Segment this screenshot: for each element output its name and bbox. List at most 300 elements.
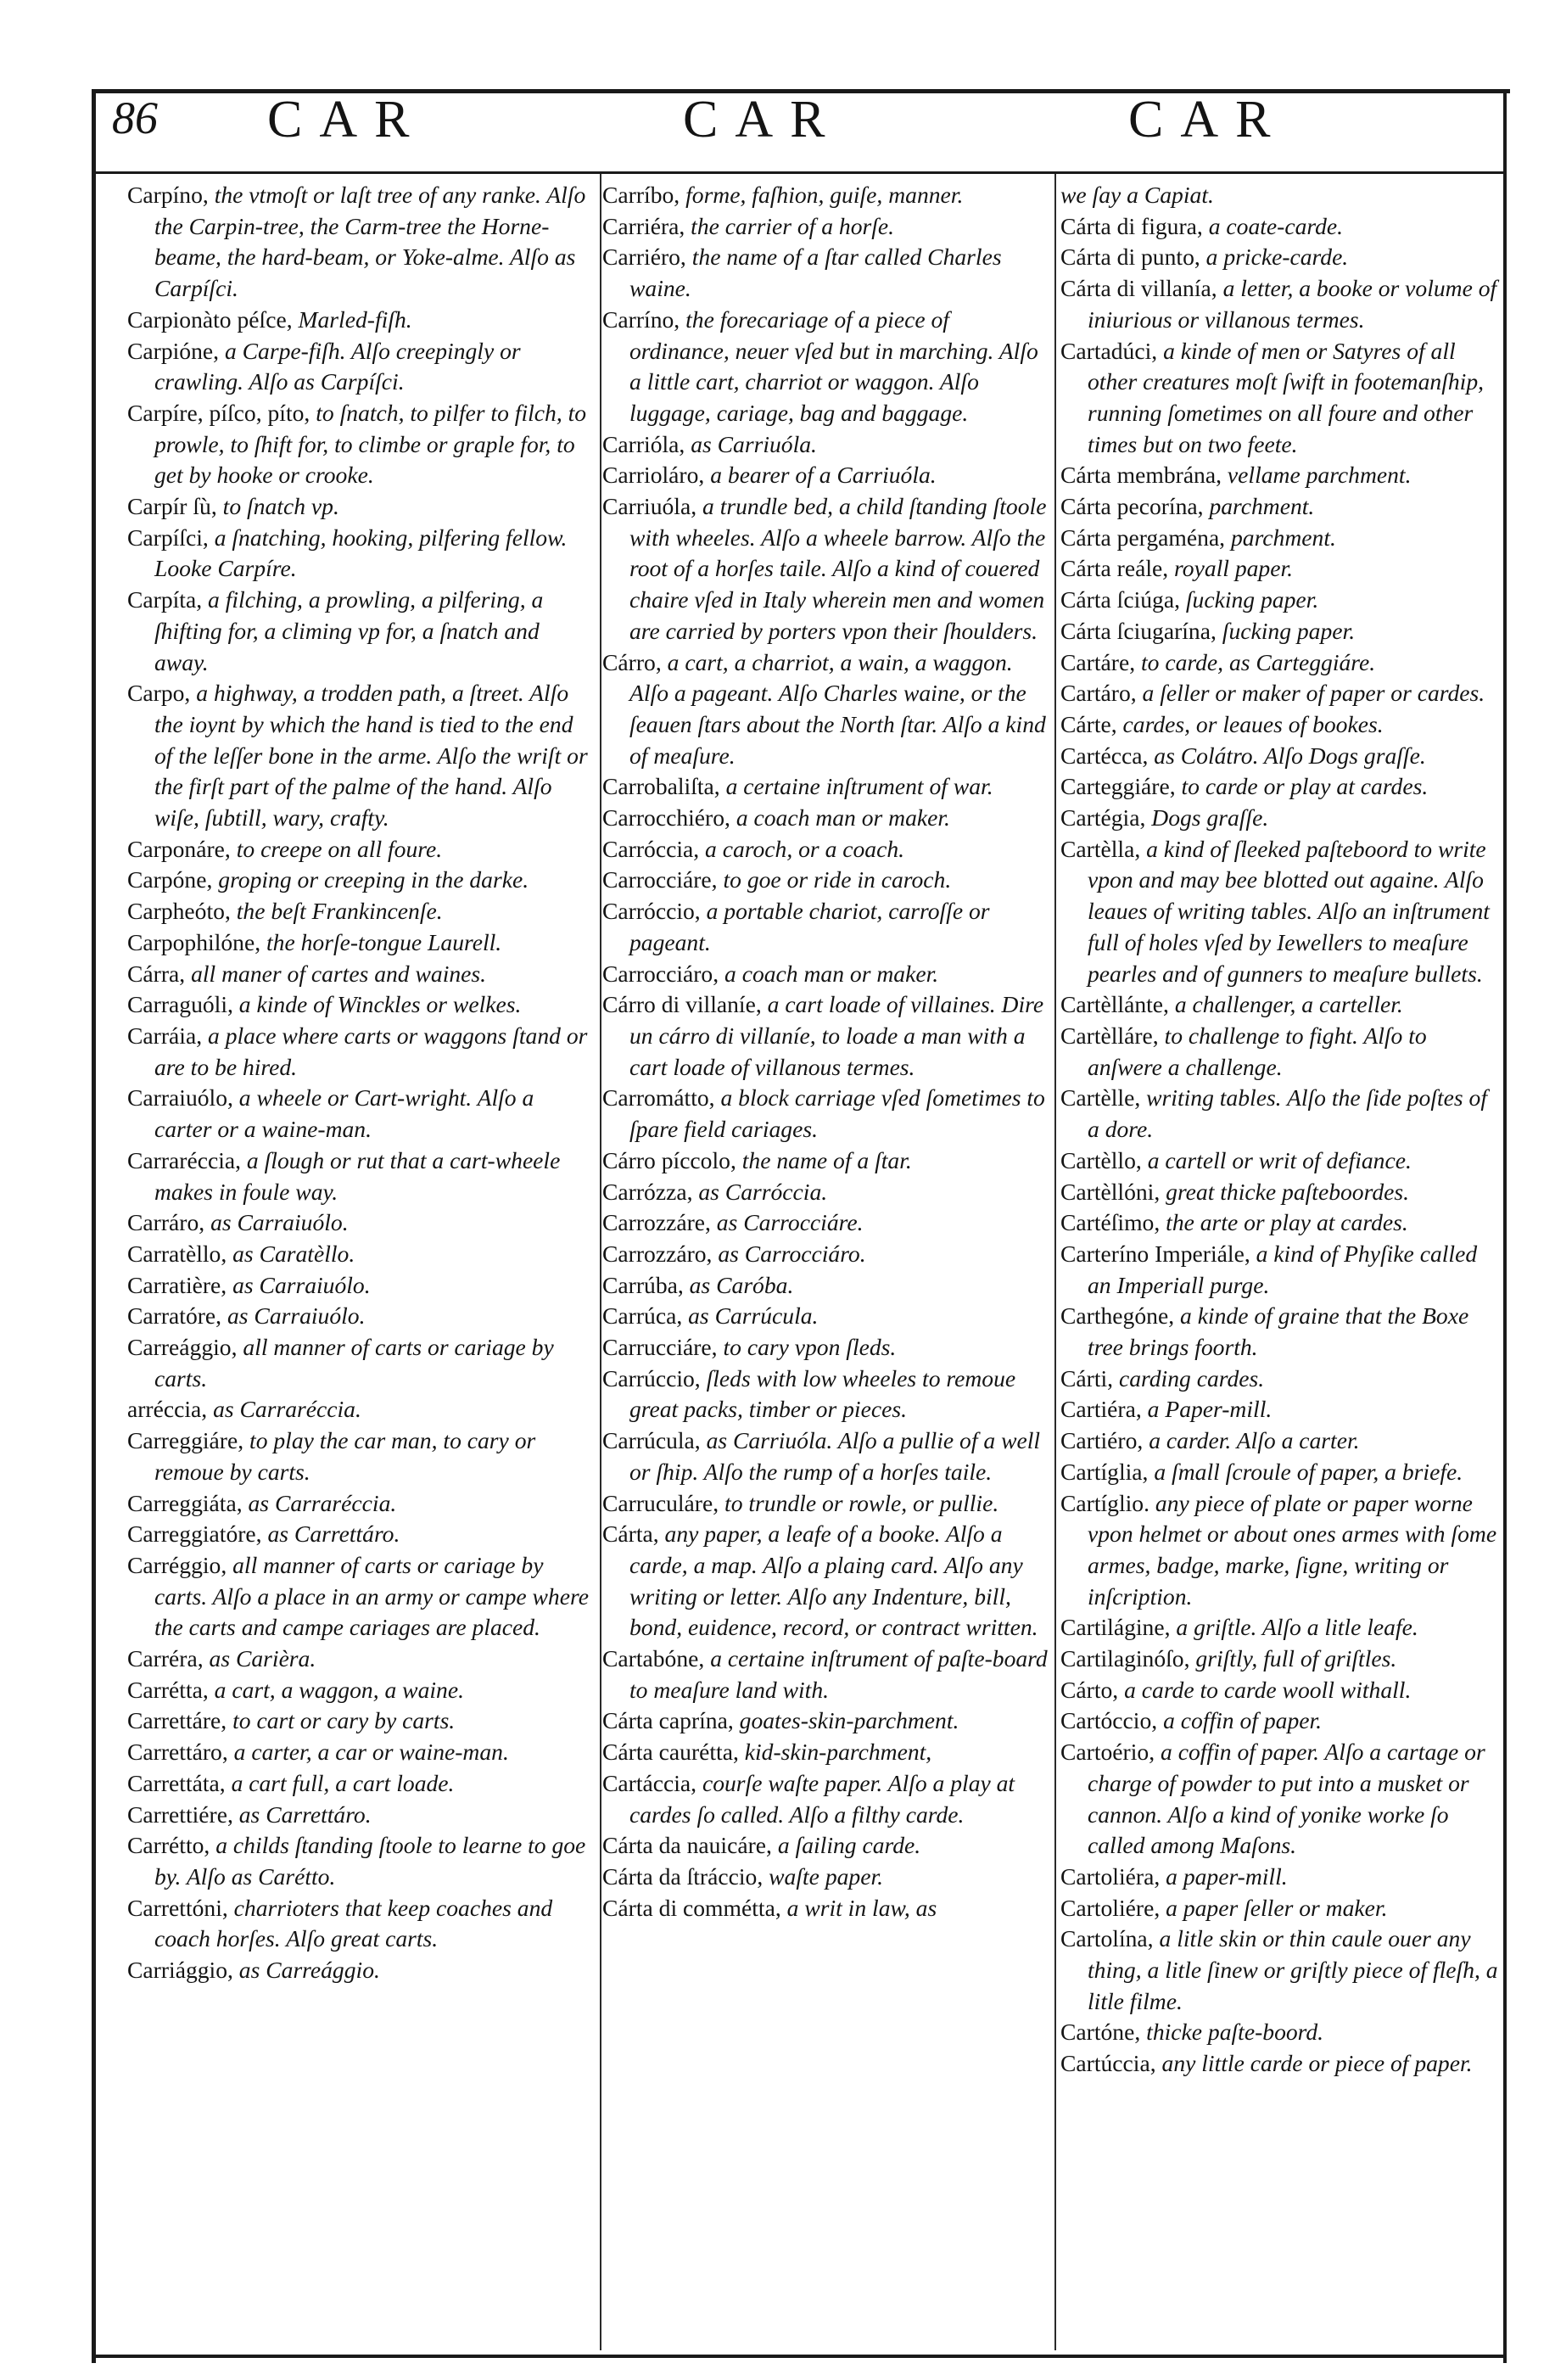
entry-headword: Cárta, <box>602 1520 659 1548</box>
dictionary-entry <box>127 1332 590 1394</box>
running-head: CAR <box>1128 91 1288 148</box>
entry-headword: Cartilágine, <box>1060 1614 1171 1641</box>
entry-definition: griſtly, full of griſtles. <box>1189 1645 1397 1672</box>
entry-headword: Cárta pergaména, <box>1060 524 1226 551</box>
entry-headword: Cartáro, <box>1060 680 1137 707</box>
entry-definition: ſleds with low wheeles to remoue great packs, timber or pieces. <box>629 1364 1016 1423</box>
dictionary-entry <box>1060 1737 1500 1862</box>
entry-definition: as Carraiuólo. <box>204 1209 349 1236</box>
running-head: CAR <box>683 91 842 148</box>
entry-headword: arréccia, <box>127 1396 208 1423</box>
entry-headword: Carróccia, <box>602 835 700 862</box>
entry-headword: Cárti, <box>1060 1364 1114 1392</box>
dictionary-entry <box>1060 834 1500 990</box>
entry-headword: Cárta di figura, <box>1060 212 1203 239</box>
entry-headword: Cartiéro, <box>1060 1427 1144 1454</box>
entry-headword: Carráia, <box>127 1022 203 1049</box>
entry-definition: as Carraiuólo. <box>221 1302 366 1330</box>
dictionary-entry <box>602 1145 1050 1177</box>
entry-headword: Cartoliére, <box>1060 1894 1161 1921</box>
entry-headword: Cartèlla, <box>1060 835 1141 862</box>
entry-headword: Carruculáre, <box>602 1489 719 1516</box>
header-rule <box>92 171 1506 174</box>
entry-definition: great thicke paſteboordes. <box>1160 1178 1409 1205</box>
entry-headword: Carrocchiéro, <box>602 804 730 832</box>
entry-headword: Carpo, <box>127 680 191 707</box>
entry-headword: Cárta membrána, <box>1060 462 1222 489</box>
entry-definition: royall paper. <box>1168 555 1294 582</box>
entry-headword: Carrúcula, <box>602 1427 701 1454</box>
entry-definition: a Carpe-fiſh. Alſo creepingly or crawling. Alſo as Carpíſci. <box>154 337 521 395</box>
entry-definition: charrioters that keep coaches and coach horſes. Alſo great carts. <box>154 1894 553 1952</box>
entry-definition: as Carrettáro. <box>261 1520 400 1548</box>
dictionary-entry <box>1060 523 1500 554</box>
entry-definition: courſe waſte paper. Alſo a play at cardes ſo called. Alſo a filthy carde. <box>629 1769 1015 1828</box>
dictionary-entry <box>1060 1364 1500 1395</box>
dictionary-entry <box>602 305 1050 429</box>
dictionary-entry <box>127 1488 590 1520</box>
entry-headword: Carrozzáro, <box>602 1240 713 1267</box>
page-frame-left <box>92 89 96 2363</box>
entry-headword: Cárro, <box>602 648 662 675</box>
entry-definition: as Carrocciáro. <box>712 1240 866 1267</box>
dictionary-entry <box>1060 1239 1500 1301</box>
dictionary-entry <box>602 896 1050 958</box>
entry-definition: the carrier of a horſe. <box>685 212 895 239</box>
entry-headword: Carréggio, <box>127 1551 227 1578</box>
entry-headword: Cartabóne, <box>602 1645 705 1672</box>
dictionary-entry <box>127 1550 590 1644</box>
entry-headword: Carróccio, <box>602 898 701 925</box>
entry-definition: ſucking paper. <box>1179 586 1319 613</box>
dictionary-entry <box>1060 1644 1500 1675</box>
entry-headword: Carpír ſù, <box>127 493 217 520</box>
dictionary-entry <box>127 1207 590 1239</box>
entry-definition: a block carriage vſed ſometimes to ſpare field cariages. <box>629 1084 1045 1143</box>
entry-definition: a paper ſeller or maker. <box>1160 1894 1388 1921</box>
dictionary-entry <box>1060 553 1500 585</box>
entry-headword: Cartèllánte, <box>1060 991 1169 1018</box>
entry-definition: to creepe on all foure. <box>230 835 443 862</box>
dictionary-entry <box>127 1705 590 1737</box>
dictionary-entry <box>602 242 1050 304</box>
entry-definition: forme, faſhion, guiſe, manner. <box>680 182 964 208</box>
dictionary-entry <box>127 834 590 865</box>
dictionary-entry <box>127 1893 590 1955</box>
dictionary-entry <box>1060 242 1500 273</box>
entry-definition: to goe or ride in caroch. <box>717 866 952 893</box>
dictionary-entry <box>1060 491 1500 523</box>
dictionary-entry <box>1060 1612 1500 1644</box>
entry-definition: a paper-mill. <box>1160 1862 1288 1890</box>
entry-definition: any piece of plate or paper worne vpon helmet or about ones armes with ſome armes, badge, marke, ſigne, writing or inſcription. <box>1088 1489 1497 1610</box>
entry-definition: the vtmoſt or laſt tree of any ranke. Alſo the Carpin-tree, the Carm-tree the Horne-beame, the hard-beam, or Yoke-alme. Alſo as Carpíſci. <box>154 182 586 302</box>
entry-definition: as Carrúcula. <box>682 1302 819 1330</box>
dictionary-entry <box>1060 585 1500 616</box>
entry-definition: a cart loade of villaines. Dire un cárro di villaníe, to loade a man with a cart loade of villanous termes. <box>629 991 1044 1080</box>
entry-definition: kid-skin-parchment, <box>738 1739 932 1766</box>
dictionary-entry <box>1060 1394 1500 1425</box>
entry-headword: Carratóre, <box>127 1302 222 1330</box>
entry-definition: the horſe-tongue Laurell. <box>260 928 502 955</box>
dictionary-entry <box>1060 211 1500 243</box>
page-frame-bottom <box>92 2355 1506 2358</box>
entry-headword: Carrettáro, <box>127 1739 228 1766</box>
column-divider <box>1054 174 1056 2350</box>
entry-definition: a trundle bed, a child ſtanding ſtoole with wheeles. Alſo a wheele barrow. Alſo the root of a horſes taile. Alſo a kind of couered chaire vſed in Italy wherein men and women are carried by porters vpon their ſhoulders. <box>629 493 1047 644</box>
entry-headword: Carpionàto péſce, <box>127 305 293 333</box>
entry-definition: a ſeller or maker of paper or cardes. <box>1136 680 1485 707</box>
entry-definition: a ſmall ſcroule of paper, a briefe. <box>1148 1458 1463 1485</box>
dictionary-entry <box>1060 741 1500 772</box>
entry-headword: Carrioláro, <box>602 462 705 489</box>
dictionary-entry <box>1060 1893 1500 1924</box>
dictionary-entry <box>602 1332 1050 1364</box>
entry-headword: Cárta da ſtráccio, <box>602 1862 764 1890</box>
page-number: 86 <box>112 92 158 143</box>
dictionary-column-2 <box>602 180 1050 2352</box>
dictionary-entry <box>127 1425 590 1487</box>
entry-definition: a cart, a charriot, a wain, a waggon. Alſo a pageant. Alſo Charles waine, or the ſeauen ſtars about the North ſtar. Alſo a kind of meaſure. <box>629 648 1046 769</box>
dictionary-entry <box>1060 2017 1500 2048</box>
entry-definition: the forecariage of a piece of ordinance, neuer vſed but in marching. Alſo a little cart, charriot or waggon. Alſo luggage, cariage, bag and baggage. <box>629 305 1038 426</box>
dictionary-entry <box>602 989 1050 1083</box>
dictionary-entry <box>127 865 590 896</box>
entry-definition: a kind of Phyſike called an Imperiall purge. <box>1088 1240 1478 1298</box>
entry-definition: a cartell or writ of defiance. <box>1141 1146 1412 1173</box>
entry-definition: we ſay a Capiat. <box>1060 182 1214 208</box>
entry-headword: Cárta caprína, <box>602 1707 734 1734</box>
entry-definition: groping or creeping in the darke. <box>212 866 529 893</box>
entry-headword: Carrettáta, <box>127 1769 226 1796</box>
dictionary-entry <box>602 1270 1050 1302</box>
entry-headword: Carrettáre, <box>127 1707 227 1734</box>
dictionary-entry <box>602 771 1050 803</box>
dictionary-entry <box>602 647 1050 772</box>
dictionary-entry <box>127 491 590 523</box>
dictionary-entry <box>602 1893 1050 1924</box>
dictionary-entry <box>602 834 1050 865</box>
dictionary-entry <box>602 180 1050 211</box>
entry-headword: Cárto, <box>1060 1676 1119 1703</box>
entry-definition: to trundle or rowle, or pullie. <box>719 1489 999 1516</box>
entry-definition: cardes, or leaues of bookes. <box>1116 710 1384 737</box>
dictionary-column-3 <box>1060 180 1500 2352</box>
dictionary-entry <box>1060 1675 1500 1706</box>
entry-definition: a coffin of paper. <box>1157 1707 1323 1734</box>
entry-definition: as Carrettáro. <box>232 1800 372 1828</box>
entry-definition: a kinde of men or Satyres of all other creatures moſt ſwift in footemanſhip, running ſometimes on all foure and other times but on two feete. <box>1088 337 1485 457</box>
entry-headword: Cartáccia, <box>602 1769 697 1796</box>
entry-headword: Carriággio, <box>127 1957 233 1984</box>
entry-headword: Cartéſimo, <box>1060 1209 1161 1236</box>
dictionary-entry <box>127 927 590 959</box>
entry-definition: as Carièra. <box>203 1645 316 1672</box>
entry-headword: Cartáre, <box>1060 648 1136 675</box>
dictionary-entry <box>602 1425 1050 1487</box>
entry-definition: a highway, a trodden path, a ſtreet. Alſo the ioynt by which the hand is tied to the end of the leſſer bone in the arme. Alſo the wriſt or the firſt part of the palme of the hand. Alſo wiſe, ſubtill, wary, crafty. <box>154 680 588 832</box>
entry-definition: a kind of ſleeked paſteboord to write vpon and may bee blotted out againe. Alſo leaues of writing tables. Alſo an inſtrument full of holes vſed by Iewellers to meaſure pearles and of gunners to meaſure bullets. <box>1088 835 1490 987</box>
entry-headword: Cartúccia, <box>1060 2050 1156 2077</box>
entry-headword: Carreággio, <box>127 1334 238 1361</box>
entry-headword: Carteríno Imperiále, <box>1060 1240 1250 1267</box>
entry-headword: Cartóne, <box>1060 2019 1141 2046</box>
dictionary-entry <box>127 1737 590 1768</box>
entry-headword: Carrúba, <box>602 1271 684 1298</box>
entry-headword: Cartoliéra, <box>1060 1862 1161 1890</box>
dictionary-entry <box>127 336 590 398</box>
entry-definition: as Carreággio. <box>232 1957 380 1984</box>
entry-definition: a litle skin or thin caule ouer any thing, a litle ſinew or griſtly piece of fleſh, a litle filme. <box>1088 1925 1498 2014</box>
dictionary-entry <box>127 1675 590 1706</box>
entry-definition: as Carrocciáre. <box>710 1209 864 1236</box>
dictionary-entry <box>127 1644 590 1675</box>
entry-definition: to cary vpon ſleds. <box>717 1334 897 1361</box>
entry-definition: a certaine inſtrument of paſte-board to meaſure land with. <box>629 1645 1048 1703</box>
entry-headword: Cárta caurétta, <box>602 1739 739 1766</box>
entry-definition: carding cardes. <box>1113 1364 1265 1392</box>
entry-headword: Cartadúci, <box>1060 337 1158 364</box>
dictionary-entry <box>127 1800 590 1831</box>
entry-headword: Cárta ſciugarína, <box>1060 617 1217 644</box>
dictionary-entry <box>127 678 590 834</box>
entry-definition: the name of a ſtar called Charles waine. <box>629 244 1002 302</box>
entry-definition: the arte or play at cardes. <box>1160 1209 1408 1236</box>
entry-definition: a ſailing carde. <box>771 1832 921 1859</box>
dictionary-entry <box>127 523 590 585</box>
entry-headword: Carriéro, <box>602 244 686 271</box>
entry-definition: a letter, a booke or volume of iniurious or villanous termes. <box>1088 275 1497 333</box>
entry-headword: Cárta di comméttа, <box>602 1894 781 1921</box>
entry-headword: Carpíno, <box>127 182 209 208</box>
dictionary-entry <box>602 1519 1050 1644</box>
entry-headword: Carrozzáre, <box>602 1209 711 1236</box>
entry-headword: Cartégia, <box>1060 804 1146 832</box>
dictionary-entry <box>1060 460 1500 491</box>
entry-headword: Carreggiatóre, <box>127 1520 262 1548</box>
dictionary-entry <box>602 1737 1050 1768</box>
entry-headword: Carpóne, <box>127 866 213 893</box>
dictionary-entry <box>1060 273 1500 335</box>
dictionary-entry <box>127 305 590 336</box>
dictionary-entry <box>127 896 590 927</box>
entry-definition: to carde or play at cardes. <box>1175 773 1429 800</box>
entry-definition: a cart full, a cart loade. <box>225 1769 455 1796</box>
entry-definition: a cart, a waggon, a waine. <box>208 1676 464 1703</box>
entry-headword: Cárta reále, <box>1060 555 1169 582</box>
dictionary-column-1 <box>127 180 590 2352</box>
entry-definition: all manner of carts or cariage by carts. <box>154 1334 554 1392</box>
entry-definition: a portable chariot, carroſſe or pageant. <box>629 898 990 955</box>
entry-definition: parchment. <box>1203 493 1315 520</box>
entry-definition: a wheele or Cart-wright. Alſo a carter or a waine-man. <box>154 1084 534 1143</box>
entry-definition: waſte paper. <box>763 1862 884 1890</box>
entry-definition: a Paper-mill. <box>1141 1396 1273 1423</box>
dictionary-entry <box>602 491 1050 647</box>
dictionary-entry <box>602 1705 1050 1737</box>
entry-definition: as Caróba. <box>683 1271 794 1298</box>
entry-headword: Cárta da nauicáre, <box>602 1832 772 1859</box>
dictionary-entry <box>1060 1207 1500 1239</box>
dictionary-entry <box>602 211 1050 243</box>
dictionary-entry <box>1060 1145 1500 1177</box>
dictionary-entry <box>602 803 1050 834</box>
entry-definition: a childs ſtanding ſtoole to learne to goe by. Alſo as Carétto. <box>154 1832 586 1890</box>
dictionary-entry <box>1060 1177 1500 1208</box>
dictionary-entry <box>602 865 1050 896</box>
entry-definition: the name of a ſtar. <box>736 1146 912 1173</box>
dictionary-entry <box>1060 709 1500 741</box>
dictionary-entry <box>127 1301 590 1332</box>
dictionary-entry <box>127 585 590 678</box>
dictionary-entry <box>127 959 590 990</box>
entry-headword: Cartèlle, <box>1060 1084 1141 1112</box>
dictionary-entry <box>1060 336 1500 461</box>
entry-headword: Carteggiáre, <box>1060 773 1176 800</box>
dictionary-entry <box>127 1768 590 1800</box>
entry-definition: all maner of cartes and waines. <box>185 960 487 987</box>
entry-definition: to carde, as Carteggiáre. <box>1135 648 1376 675</box>
entry-definition: goates-skin-parchment. <box>733 1707 959 1734</box>
entry-headword: Cartoério, <box>1060 1739 1155 1766</box>
entry-definition: a ſlough or rut that a cart-wheele makes in foule way. <box>154 1146 561 1205</box>
entry-headword: Cartíglio. <box>1060 1489 1149 1516</box>
entry-headword: Carrocciáro, <box>602 960 719 987</box>
running-head: CAR <box>267 91 427 148</box>
dictionary-entry <box>602 429 1050 461</box>
dictionary-entry <box>1060 1488 1500 1613</box>
entry-definition: a coach man or maker. <box>719 960 939 987</box>
entry-definition: a certaine inſtrument of war. <box>719 773 993 800</box>
entry-definition: as Caratèllo. <box>227 1240 355 1267</box>
entry-headword: Carthegóne, <box>1060 1302 1175 1330</box>
dictionary-entry <box>127 1021 590 1083</box>
dictionary-entry <box>1060 180 1500 211</box>
dictionary-entry <box>602 1488 1050 1520</box>
entry-definition: a coach man or maker. <box>730 804 950 832</box>
entry-definition: any paper, a leafe of a booke. Alſo a carde, a map. Alſo a plaing card. Alſo any writing or letter. Alſo any Indenture, bill, bond, euidence, record, or contract written. <box>629 1520 1038 1641</box>
entry-headword: Cartèllo, <box>1060 1146 1142 1173</box>
dictionary-entry <box>127 1270 590 1302</box>
entry-headword: Carratière, <box>127 1271 227 1298</box>
dictionary-entry <box>602 1644 1050 1705</box>
entry-definition: a filching, a prowling, a pilfering, a ſhifting for, a climing vp for, a ſnatch and away. <box>154 586 544 675</box>
entry-headword: Carpíre, píſco, píto, <box>127 399 310 426</box>
entry-headword: Cárta pecorína, <box>1060 493 1204 520</box>
entry-headword: Carrióla, <box>602 430 685 457</box>
entry-headword: Cárro di villaníe, <box>602 991 762 1018</box>
entry-headword: Cartíglia, <box>1060 1458 1149 1485</box>
entry-headword: Carríno, <box>602 305 680 333</box>
entry-headword: Carpíta, <box>127 586 203 613</box>
entry-headword: Carriuóla, <box>602 493 697 520</box>
entry-definition: a carder. Alſo a carter. <box>1143 1427 1360 1454</box>
dictionary-entry <box>1060 1083 1500 1145</box>
entry-headword: Cartécca, <box>1060 742 1149 769</box>
entry-headword: Cárte, <box>1060 710 1117 737</box>
entry-headword: Carponáre, <box>127 835 231 862</box>
entry-definition: ſucking paper. <box>1216 617 1356 644</box>
entry-definition: a ſnatching, hooking, pilfering fellow. Looke Carpíre. <box>154 524 568 582</box>
entry-headword: Carpióne, <box>127 337 220 364</box>
dictionary-entry <box>1060 2048 1500 2080</box>
dictionary-entry <box>127 1955 590 1986</box>
entry-definition: the beſt Frankincenſe. <box>230 898 443 925</box>
entry-headword: Carreggiáta, <box>127 1489 243 1516</box>
entry-definition: Dogs graſſe. <box>1145 804 1269 832</box>
dictionary-entry <box>602 1364 1050 1425</box>
dictionary-entry <box>127 1394 590 1425</box>
entry-headword: Carraréccia, <box>127 1146 242 1173</box>
dictionary-entry <box>127 1083 590 1145</box>
entry-definition: as Carraréccia. <box>242 1489 397 1516</box>
entry-definition: a writ in law, as <box>780 1894 937 1921</box>
entry-headword: Cárta di punto, <box>1060 244 1200 271</box>
dictionary-entry <box>1060 616 1500 647</box>
entry-definition: a pricke-carde. <box>1200 244 1349 271</box>
entry-definition: a bearer of a Carriuóla. <box>704 462 937 489</box>
entry-definition: as Carriuóla. Alſo a pullie of a well or ſhip. Alſo the rump of a horſes taile. <box>629 1427 1041 1485</box>
dictionary-entry <box>1060 1457 1500 1488</box>
entry-definition: to ſnatch, to pilfer to filch, to prowle, to ſhift for, to climbe or graple for, to get by hooke or crooke. <box>154 399 587 489</box>
entry-headword: Carpheóto, <box>127 898 231 925</box>
entry-definition: as Carraréccia. <box>207 1396 361 1423</box>
dictionary-entry <box>127 1239 590 1270</box>
dictionary-entry <box>1060 1425 1500 1457</box>
entry-definition: thicke paſte-boord. <box>1140 2019 1324 2046</box>
entry-definition: vellame parchment. <box>1222 462 1412 489</box>
dictionary-entry <box>127 398 590 491</box>
entry-definition: a kinde of Winckles or welkes. <box>232 991 522 1018</box>
entry-headword: Carreggiáre, <box>127 1427 244 1454</box>
entry-definition: a coffin of paper. Alſo a cartage or charge of powder to put into a musket or cannon. Alſo a kind of yonike worke ſo called among Maſons. <box>1088 1739 1485 1859</box>
dictionary-entry <box>602 959 1050 990</box>
page-frame-right <box>1503 89 1507 2363</box>
entry-headword: Cartèllóni, <box>1060 1178 1161 1205</box>
entry-definition: as Carriuóla. <box>685 430 817 457</box>
entry-headword: Carrúca, <box>602 1302 683 1330</box>
entry-headword: Carromátto, <box>602 1084 715 1112</box>
dictionary-entry <box>1060 1021 1500 1083</box>
dictionary-entry <box>602 1239 1050 1270</box>
dictionary-entry <box>127 989 590 1021</box>
dictionary-entry <box>602 1768 1050 1830</box>
entry-headword: Carpophilóne, <box>127 928 261 955</box>
entry-headword: Cárta di villanía, <box>1060 275 1217 302</box>
entry-headword: Carrózza, <box>602 1178 693 1205</box>
entry-headword: Cartóccio, <box>1060 1707 1158 1734</box>
entry-headword: Cárro píccolo, <box>602 1146 736 1173</box>
dictionary-entry <box>1060 678 1500 709</box>
entry-definition: to cart or cary by carts. <box>227 1707 456 1734</box>
dictionary-entry <box>1060 803 1500 834</box>
entry-definition: as Colátro. Alſo Dogs graſſe. <box>1148 742 1426 769</box>
entry-headword: Carrétto, <box>127 1832 210 1859</box>
entry-definition: any little carde or piece of paper. <box>1155 2050 1473 2077</box>
entry-definition: a griſtle. Alſo a litle leafe. <box>1170 1614 1418 1641</box>
entry-definition: to ſnatch vp. <box>216 493 339 520</box>
dictionary-entry <box>602 1177 1050 1208</box>
column-divider <box>600 174 601 2350</box>
entry-definition: as Carraiuólo. <box>227 1271 371 1298</box>
dictionary-entry <box>127 1830 590 1892</box>
dictionary-entry <box>602 1862 1050 1893</box>
entry-headword: Carratèllo, <box>127 1240 227 1267</box>
entry-definition: a caroch, or a coach. <box>699 835 905 862</box>
dictionary-entry <box>1060 1862 1500 1893</box>
entry-headword: Carriéra, <box>602 212 685 239</box>
entry-definition: a place where carts or waggons ſtand or are to be hired. <box>154 1022 588 1080</box>
